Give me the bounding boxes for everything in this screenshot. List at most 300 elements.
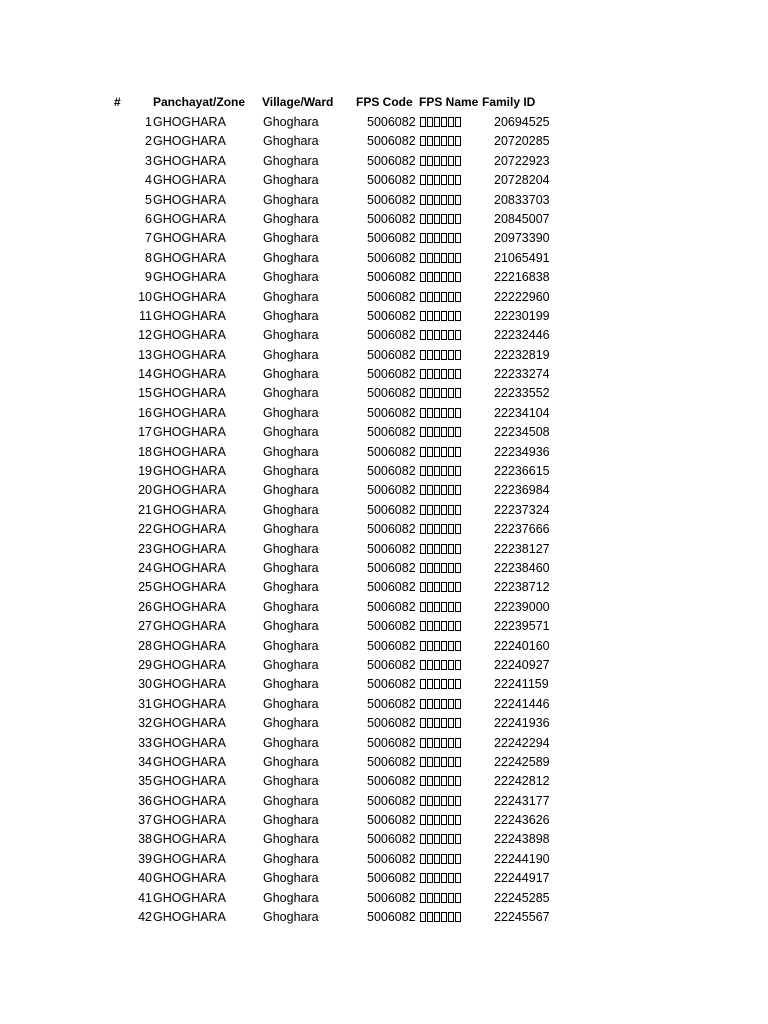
row-number: 2	[145, 134, 152, 149]
row-number: 27	[138, 619, 152, 634]
missing-glyph-box	[441, 776, 447, 786]
missing-glyph-box	[427, 544, 433, 554]
missing-glyph-box	[427, 485, 433, 495]
row-fps-code: 5006082	[367, 134, 416, 149]
row-fps-code: 5006082	[367, 813, 416, 828]
row-number: 36	[138, 793, 152, 808]
missing-glyph-box	[448, 912, 454, 922]
table-row	[0, 888, 768, 907]
row-family-id: 22236984	[494, 483, 550, 498]
missing-glyph-box	[420, 369, 426, 379]
row-panchayat: GHOGHARA	[153, 115, 226, 129]
missing-glyph-box	[427, 699, 433, 709]
row-number: 16	[138, 405, 152, 420]
missing-glyph-box	[455, 233, 461, 243]
missing-glyph-box	[455, 582, 461, 592]
missing-glyph-box	[448, 524, 454, 534]
row-panchayat: GHOGHARA	[153, 444, 226, 459]
row-number: 30	[138, 677, 152, 692]
missing-glyph-box	[420, 563, 426, 573]
row-family-id: 22242589	[494, 754, 550, 769]
row-panchayat: GHOGHARA	[153, 638, 226, 653]
missing-glyph-box	[441, 815, 447, 825]
missing-glyph-box	[448, 485, 454, 495]
row-panchayat: GHOGHARA	[153, 483, 226, 498]
missing-glyph-box	[434, 427, 440, 437]
row-panchayat: GHOGHARA	[153, 347, 226, 362]
missing-glyph-box	[448, 214, 454, 224]
row-family-id: 22232446	[494, 328, 550, 343]
missing-glyph-box	[434, 718, 440, 728]
missing-glyph-box	[427, 854, 433, 864]
missing-glyph-box	[434, 602, 440, 612]
missing-glyph-box	[455, 815, 461, 825]
missing-glyph-box	[420, 311, 426, 321]
row-village: Ghoghara	[263, 851, 319, 866]
missing-glyph-box	[427, 834, 433, 844]
missing-glyph-box	[420, 505, 426, 515]
missing-glyph-box	[427, 873, 433, 883]
missing-glyph-box	[427, 311, 433, 321]
missing-glyph-box	[455, 136, 461, 146]
missing-glyph-box	[441, 485, 447, 495]
row-family-id: 20833703	[494, 192, 550, 207]
row-number: 13	[138, 347, 152, 362]
missing-glyph-box	[434, 214, 440, 224]
missing-glyph-box	[434, 369, 440, 379]
row-panchayat: GHOGHARA	[153, 425, 226, 440]
row-family-id: 22245285	[494, 890, 550, 905]
row-fps-name-missing-glyphs	[420, 676, 462, 692]
row-village: Ghoghara	[263, 464, 319, 479]
missing-glyph-box	[455, 776, 461, 786]
missing-glyph-box	[448, 621, 454, 631]
row-village: Ghoghara	[263, 250, 319, 265]
row-number: 26	[138, 599, 152, 614]
row-fps-name-missing-glyphs	[420, 715, 462, 731]
row-family-id: 22238712	[494, 580, 550, 595]
missing-glyph-box	[427, 369, 433, 379]
row-fps-code: 5006082	[367, 599, 416, 614]
missing-glyph-box	[455, 893, 461, 903]
row-fps-name-missing-glyphs	[420, 289, 462, 305]
missing-glyph-box	[441, 369, 447, 379]
missing-glyph-box	[455, 544, 461, 554]
header-fps-code: FPS Code	[356, 95, 413, 109]
missing-glyph-box	[455, 641, 461, 651]
row-panchayat: GHOGHARA	[153, 754, 226, 769]
missing-glyph-box	[448, 738, 454, 748]
row-number: 25	[138, 580, 152, 595]
missing-glyph-box	[455, 292, 461, 302]
row-panchayat: GHOGHARA	[153, 173, 226, 188]
missing-glyph-box	[448, 195, 454, 205]
row-panchayat: GHOGHARA	[153, 774, 226, 789]
row-fps-name-missing-glyphs	[420, 735, 462, 751]
missing-glyph-box	[434, 738, 440, 748]
missing-glyph-box	[455, 563, 461, 573]
missing-glyph-box	[434, 136, 440, 146]
table-row	[0, 345, 768, 364]
table-row	[0, 733, 768, 752]
table-row	[0, 868, 768, 887]
missing-glyph-box	[427, 757, 433, 767]
missing-glyph-box	[427, 524, 433, 534]
row-village: Ghoghara	[263, 115, 319, 129]
missing-glyph-box	[434, 834, 440, 844]
missing-glyph-box	[448, 660, 454, 670]
row-fps-code: 5006082	[367, 386, 416, 401]
row-family-id: 20722923	[494, 153, 550, 168]
row-panchayat: GHOGHARA	[153, 871, 226, 886]
row-village: Ghoghara	[263, 599, 319, 614]
missing-glyph-box	[448, 253, 454, 263]
missing-glyph-box	[434, 195, 440, 205]
row-fps-name-missing-glyphs	[420, 327, 462, 343]
missing-glyph-box	[448, 854, 454, 864]
missing-glyph-box	[427, 388, 433, 398]
missing-glyph-box	[448, 679, 454, 689]
header-village-ward: Village/Ward	[262, 95, 334, 109]
missing-glyph-box	[441, 350, 447, 360]
missing-glyph-box	[420, 757, 426, 767]
row-panchayat: GHOGHARA	[153, 192, 226, 207]
missing-glyph-box	[420, 873, 426, 883]
row-village: Ghoghara	[263, 289, 319, 304]
row-fps-name-missing-glyphs	[420, 890, 462, 906]
row-panchayat: GHOGHARA	[153, 677, 226, 692]
missing-glyph-box	[455, 738, 461, 748]
missing-glyph-box	[455, 272, 461, 282]
row-fps-code: 5006082	[367, 308, 416, 323]
row-family-id: 20694525	[494, 115, 550, 129]
row-panchayat: GHOGHARA	[153, 793, 226, 808]
row-village: Ghoghara	[263, 735, 319, 750]
row-panchayat: GHOGHARA	[153, 890, 226, 905]
row-fps-code: 5006082	[367, 774, 416, 789]
missing-glyph-box	[427, 175, 433, 185]
missing-glyph-box	[427, 195, 433, 205]
table-header-row	[0, 92, 768, 112]
row-village: Ghoghara	[263, 308, 319, 323]
row-panchayat: GHOGHARA	[153, 580, 226, 595]
missing-glyph-box	[420, 660, 426, 670]
row-village: Ghoghara	[263, 483, 319, 498]
row-fps-name-missing-glyphs	[420, 114, 462, 130]
table-row	[0, 403, 768, 422]
table-row	[0, 907, 768, 926]
row-panchayat: GHOGHARA	[153, 735, 226, 750]
missing-glyph-box	[448, 136, 454, 146]
missing-glyph-box	[427, 292, 433, 302]
missing-glyph-box	[427, 408, 433, 418]
missing-glyph-box	[441, 699, 447, 709]
row-number: 11	[139, 308, 152, 323]
row-village: Ghoghara	[263, 231, 319, 246]
missing-glyph-box	[427, 679, 433, 689]
missing-glyph-box	[441, 796, 447, 806]
row-panchayat: GHOGHARA	[153, 405, 226, 420]
missing-glyph-box	[441, 253, 447, 263]
missing-glyph-box	[441, 175, 447, 185]
missing-glyph-box	[420, 408, 426, 418]
missing-glyph-box	[420, 156, 426, 166]
missing-glyph-box	[448, 311, 454, 321]
row-family-id: 22233552	[494, 386, 550, 401]
row-fps-name-missing-glyphs	[420, 851, 462, 867]
missing-glyph-box	[455, 330, 461, 340]
row-family-id: 22242294	[494, 735, 550, 750]
missing-glyph-box	[448, 156, 454, 166]
row-panchayat: GHOGHARA	[153, 657, 226, 672]
row-number: 39	[138, 851, 152, 866]
missing-glyph-box	[448, 893, 454, 903]
table-row	[0, 791, 768, 810]
table-row	[0, 112, 768, 131]
row-fps-name-missing-glyphs	[420, 405, 462, 421]
missing-glyph-box	[427, 136, 433, 146]
row-fps-code: 5006082	[367, 910, 416, 925]
row-fps-code: 5006082	[367, 851, 416, 866]
missing-glyph-box	[420, 175, 426, 185]
table-row	[0, 694, 768, 713]
table-row	[0, 364, 768, 383]
row-panchayat: GHOGHARA	[153, 599, 226, 614]
missing-glyph-box	[434, 796, 440, 806]
row-number: 6	[145, 211, 152, 226]
missing-glyph-box	[455, 427, 461, 437]
missing-glyph-box	[427, 427, 433, 437]
missing-glyph-box	[434, 854, 440, 864]
row-fps-name-missing-glyphs	[420, 754, 462, 770]
row-number: 22	[138, 522, 152, 537]
missing-glyph-box	[420, 330, 426, 340]
missing-glyph-box	[434, 175, 440, 185]
row-number: 41	[138, 890, 152, 905]
missing-glyph-box	[455, 311, 461, 321]
row-fps-code: 5006082	[367, 871, 416, 886]
row-family-id: 22230199	[494, 308, 550, 323]
missing-glyph-box	[441, 582, 447, 592]
row-village: Ghoghara	[263, 832, 319, 847]
table-row	[0, 655, 768, 674]
row-fps-name-missing-glyphs	[420, 618, 462, 634]
table-row	[0, 713, 768, 732]
missing-glyph-box	[427, 912, 433, 922]
row-number: 24	[138, 560, 152, 575]
missing-glyph-box	[427, 738, 433, 748]
row-village: Ghoghara	[263, 192, 319, 207]
row-family-id: 22242812	[494, 774, 550, 789]
row-panchayat: GHOGHARA	[153, 153, 226, 168]
missing-glyph-box	[441, 427, 447, 437]
row-family-id: 22238127	[494, 541, 550, 556]
table-row	[0, 287, 768, 306]
missing-glyph-box	[455, 408, 461, 418]
table-row	[0, 170, 768, 189]
missing-glyph-box	[455, 369, 461, 379]
row-fps-code: 5006082	[367, 231, 416, 246]
missing-glyph-box	[434, 582, 440, 592]
row-fps-code: 5006082	[367, 250, 416, 265]
table-row	[0, 752, 768, 771]
missing-glyph-box	[441, 679, 447, 689]
missing-glyph-box	[448, 834, 454, 844]
missing-glyph-box	[455, 195, 461, 205]
missing-glyph-box	[455, 718, 461, 728]
missing-glyph-box	[420, 641, 426, 651]
missing-glyph-box	[448, 641, 454, 651]
missing-glyph-box	[427, 466, 433, 476]
missing-glyph-box	[455, 873, 461, 883]
missing-glyph-box	[441, 388, 447, 398]
table-row	[0, 539, 768, 558]
missing-glyph-box	[441, 136, 447, 146]
row-number: 4	[145, 173, 152, 188]
row-village: Ghoghara	[263, 211, 319, 226]
missing-glyph-box	[441, 893, 447, 903]
row-fps-name-missing-glyphs	[420, 696, 462, 712]
row-fps-code: 5006082	[367, 347, 416, 362]
missing-glyph-box	[420, 447, 426, 457]
missing-glyph-box	[455, 117, 461, 127]
row-fps-name-missing-glyphs	[420, 502, 462, 518]
missing-glyph-box	[427, 253, 433, 263]
missing-glyph-box	[427, 156, 433, 166]
row-village: Ghoghara	[263, 619, 319, 634]
missing-glyph-box	[448, 272, 454, 282]
row-fps-name-missing-glyphs	[420, 172, 462, 188]
row-fps-code: 5006082	[367, 115, 416, 129]
missing-glyph-box	[434, 757, 440, 767]
missing-glyph-box	[434, 350, 440, 360]
missing-glyph-box	[434, 544, 440, 554]
row-fps-name-missing-glyphs	[420, 773, 462, 789]
table-body	[0, 112, 768, 926]
missing-glyph-box	[434, 563, 440, 573]
row-family-id: 22222960	[494, 289, 550, 304]
table-row	[0, 771, 768, 790]
missing-glyph-box	[427, 660, 433, 670]
missing-glyph-box	[420, 718, 426, 728]
row-panchayat: GHOGHARA	[153, 134, 226, 149]
row-panchayat: GHOGHARA	[153, 910, 226, 925]
missing-glyph-box	[427, 505, 433, 515]
row-village: Ghoghara	[263, 541, 319, 556]
row-village: Ghoghara	[263, 793, 319, 808]
row-panchayat: GHOGHARA	[153, 619, 226, 634]
missing-glyph-box	[427, 815, 433, 825]
row-number: 9	[145, 270, 152, 285]
row-village: Ghoghara	[263, 328, 319, 343]
missing-glyph-box	[420, 253, 426, 263]
missing-glyph-box	[420, 117, 426, 127]
missing-glyph-box	[455, 660, 461, 670]
row-panchayat: GHOGHARA	[153, 270, 226, 285]
row-fps-name-missing-glyphs	[420, 560, 462, 576]
row-fps-code: 5006082	[367, 211, 416, 226]
row-number: 19	[138, 464, 152, 479]
row-number: 23	[138, 541, 152, 556]
row-village: Ghoghara	[263, 444, 319, 459]
missing-glyph-box	[455, 175, 461, 185]
missing-glyph-box	[427, 330, 433, 340]
missing-glyph-box	[420, 195, 426, 205]
row-fps-code: 5006082	[367, 890, 416, 905]
missing-glyph-box	[441, 854, 447, 864]
row-fps-code: 5006082	[367, 367, 416, 382]
missing-glyph-box	[441, 156, 447, 166]
table-row	[0, 519, 768, 538]
row-fps-code: 5006082	[367, 541, 416, 556]
missing-glyph-box	[434, 233, 440, 243]
row-village: Ghoghara	[263, 367, 319, 382]
row-fps-name-missing-glyphs	[420, 424, 462, 440]
missing-glyph-box	[448, 699, 454, 709]
missing-glyph-box	[441, 292, 447, 302]
missing-glyph-box	[420, 427, 426, 437]
missing-glyph-box	[420, 796, 426, 806]
missing-glyph-box	[441, 214, 447, 224]
row-number: 28	[138, 638, 152, 653]
missing-glyph-box	[441, 738, 447, 748]
row-panchayat: GHOGHARA	[153, 716, 226, 731]
missing-glyph-box	[427, 214, 433, 224]
row-village: Ghoghara	[263, 716, 319, 731]
row-village: Ghoghara	[263, 173, 319, 188]
row-panchayat: GHOGHARA	[153, 541, 226, 556]
header-family-id: Family ID	[482, 95, 536, 109]
missing-glyph-box	[455, 466, 461, 476]
missing-glyph-box	[441, 117, 447, 127]
table-row	[0, 577, 768, 596]
missing-glyph-box	[455, 350, 461, 360]
missing-glyph-box	[434, 524, 440, 534]
missing-glyph-box	[427, 796, 433, 806]
missing-glyph-box	[420, 272, 426, 282]
missing-glyph-box	[420, 776, 426, 786]
missing-glyph-box	[420, 233, 426, 243]
row-fps-code: 5006082	[367, 696, 416, 711]
row-fps-name-missing-glyphs	[420, 482, 462, 498]
missing-glyph-box	[434, 466, 440, 476]
missing-glyph-box	[441, 524, 447, 534]
table-row	[0, 151, 768, 170]
missing-glyph-box	[420, 738, 426, 748]
missing-glyph-box	[420, 136, 426, 146]
table-row	[0, 325, 768, 344]
row-number: 32	[138, 716, 152, 731]
missing-glyph-box	[434, 776, 440, 786]
row-fps-name-missing-glyphs	[420, 269, 462, 285]
missing-glyph-box	[434, 292, 440, 302]
missing-glyph-box	[434, 621, 440, 631]
row-panchayat: GHOGHARA	[153, 289, 226, 304]
row-village: Ghoghara	[263, 153, 319, 168]
missing-glyph-box	[434, 660, 440, 670]
row-family-id: 22236615	[494, 464, 550, 479]
row-fps-name-missing-glyphs	[420, 831, 462, 847]
row-panchayat: GHOGHARA	[153, 211, 226, 226]
row-number: 35	[138, 774, 152, 789]
missing-glyph-box	[441, 505, 447, 515]
table-row	[0, 442, 768, 461]
row-panchayat: GHOGHARA	[153, 832, 226, 847]
row-fps-name-missing-glyphs	[420, 153, 462, 169]
missing-glyph-box	[448, 447, 454, 457]
row-fps-name-missing-glyphs	[420, 870, 462, 886]
row-village: Ghoghara	[263, 677, 319, 692]
